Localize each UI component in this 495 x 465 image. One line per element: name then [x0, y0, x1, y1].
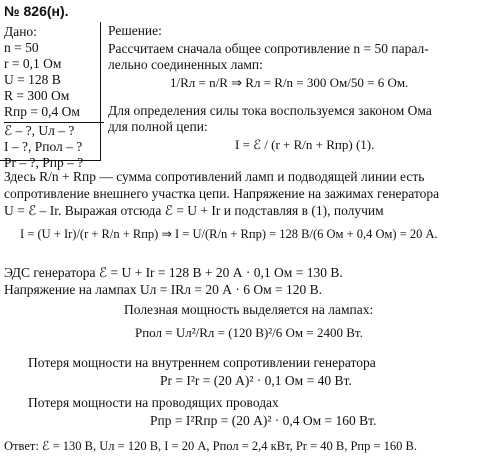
text-line: U = ℰ – Ir. Выражая отсюда ℰ = U + Ir и подставляя в (1), получим	[4, 203, 384, 218]
given-divider	[100, 22, 101, 160]
formula-ohm-law: I = ℰ / (r + R/n + Rпр) (1).	[235, 137, 375, 152]
given-item: r = 0,1 Ом	[4, 56, 62, 71]
internal-loss-text: Потеря мощности на внутреннем сопротивлении генератора	[28, 355, 376, 370]
text-line: для полной цепи:	[108, 119, 208, 134]
text-line: Здесь R/n + Rпр — сумма сопротивлений ламп и подводящей линии есть	[4, 169, 425, 184]
formula-current: I = (U + Ir)/(r + R/n + Rпр) ⇒ I = U/(R/n + Rпр) = 128 В/(6 Ом + 0,4 Ом) = 20 А.	[20, 227, 438, 241]
unknown-item: Pr – ?, Pпр – ?	[4, 155, 84, 170]
text-line: Рассчитаем сначала общее сопротивление n = 50 парал-	[108, 41, 429, 56]
unknown-item: ℰ – ?, Uл – ?	[4, 123, 75, 138]
text-line: лельно соединенных ламп:	[108, 57, 263, 72]
given-block	[4, 24, 104, 171]
given-item: Rпр = 0,4 Ом	[4, 104, 80, 119]
answer-line: Ответ: ℰ = 130 В, Uл = 120 В, I = 20 А, Pпол = 2,4 кВт, Pr = 40 В, Pпр = 160 В.	[4, 439, 418, 453]
solution-header: Решение:	[108, 23, 162, 38]
formula-line-loss: Pпр = I²Rпр = (20 А)² · 0,4 Ом = 160 Вт.	[150, 413, 377, 428]
formula-internal-loss: Pr = I²r = (20 А)² · 0,1 Ом = 40 Вт.	[160, 373, 352, 388]
emf-line: ЭДС генератора ℰ = U + Ir = 128 В + 20 А · 0,1 Ом = 130 В.	[4, 265, 343, 280]
formula-resistance: 1/Rл = n/R ⇒ Rл = R/n = 300 Ом/50 = 6 Ом.	[170, 75, 409, 90]
unknown-item: I – ?, Pпол – ?	[4, 139, 83, 154]
given-item: n = 50	[4, 40, 39, 55]
text-line: Для определения силы тока воспользуемся законом Ома	[108, 103, 432, 118]
line-loss-text: Потеря мощности на проводящих проводах	[28, 395, 279, 410]
text-line: сопротивление внешнего участка цепи. Напряжение на зажимах генератора	[4, 186, 440, 201]
given-item: U = 128 В	[4, 72, 61, 87]
lamp-voltage-line: Напряжение на лампах Uл = IRл = 20 А · 6 Ом = 120 В.	[4, 282, 323, 297]
problem-number: № 826(н).	[4, 3, 69, 19]
given-bottom-rule	[0, 160, 101, 161]
given-header: Дано:	[4, 24, 37, 39]
formula-useful-power: Pпол = Uл²/Rл = (120 В)²/6 Ом = 2400 Вт.	[135, 325, 363, 340]
given-item: R = 300 Ом	[4, 88, 70, 103]
useful-power-text: Полезная мощность выделяется на лампах:	[124, 302, 374, 317]
